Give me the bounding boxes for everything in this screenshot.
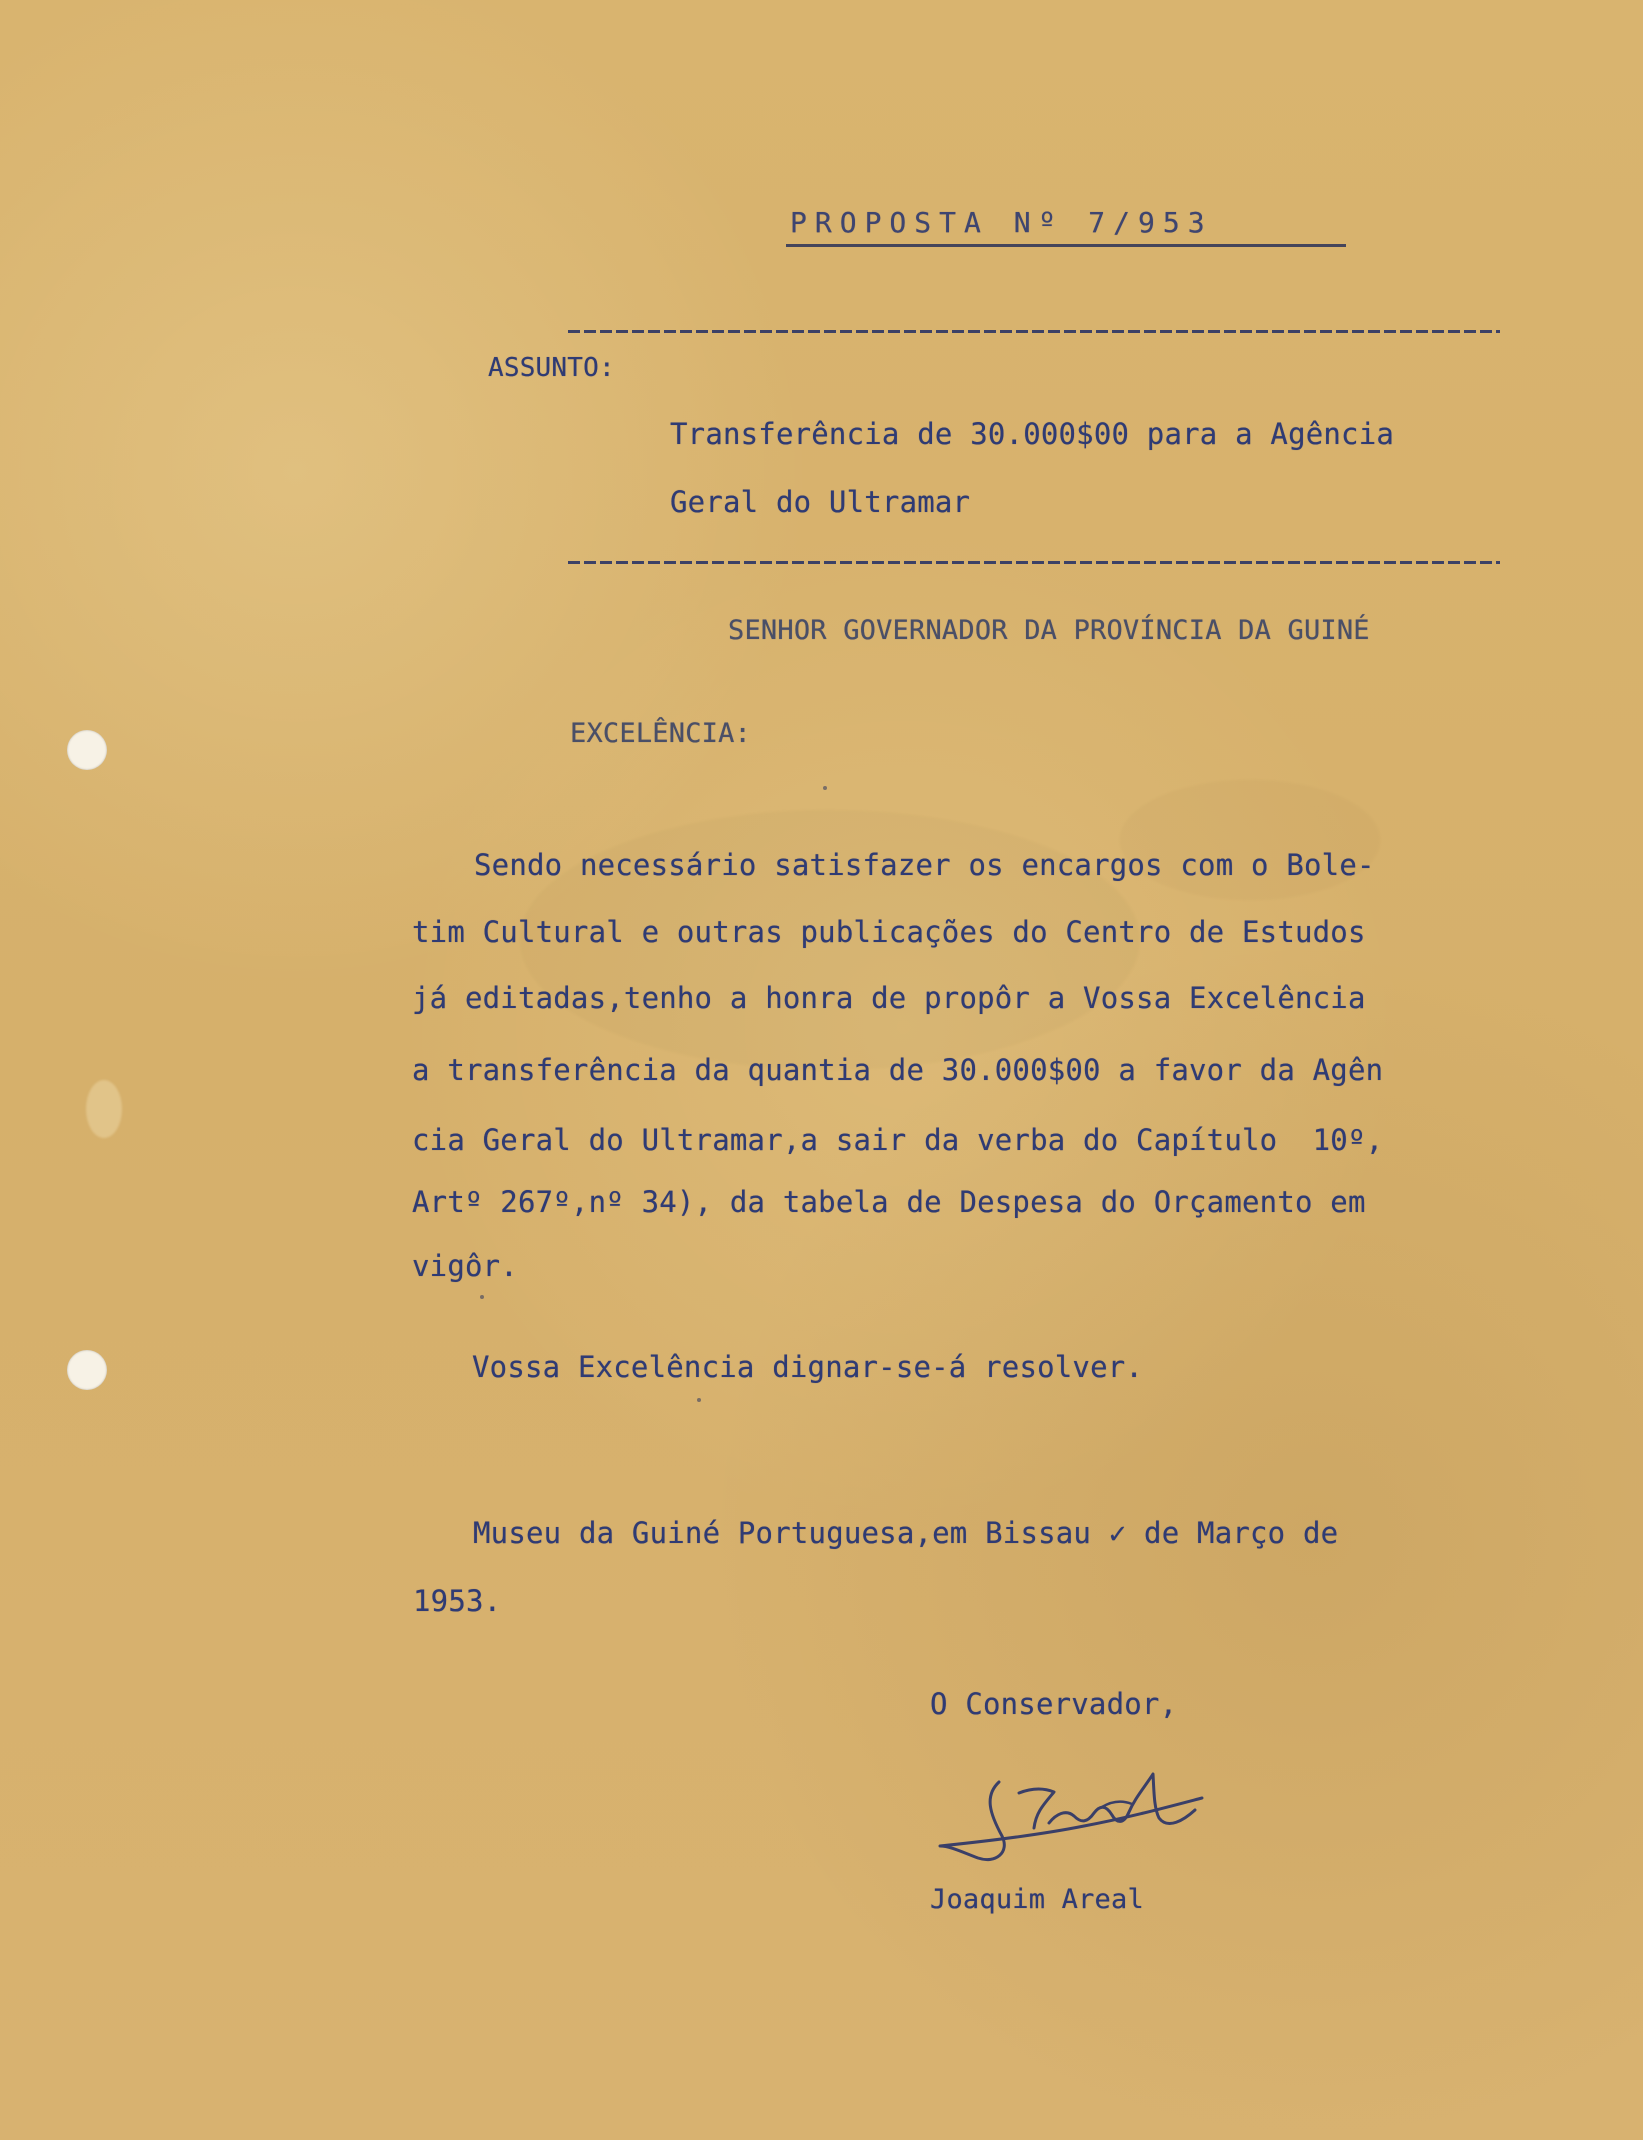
paper-stain (86, 1080, 122, 1138)
place-date-line-2: 1953. (413, 1584, 502, 1618)
subject-line-1: Transferência de 30.000$00 para a Agência (670, 417, 1395, 451)
ink-dot (697, 1398, 701, 1402)
place-date-line-1: Museu da Guiné Portuguesa,em Bissau ✓ de Março de (473, 1516, 1339, 1550)
signatory-role: O Conservador, (930, 1687, 1178, 1721)
signature-image (924, 1760, 1224, 1880)
body-line-2: tim Cultural e outras publicações do Centro de Estudos (412, 915, 1366, 949)
top-dashed-rule (568, 330, 1500, 333)
body-line-1: Sendo necessário satisfazer os encargos com o Bole- (474, 848, 1375, 882)
subject-line-2: Geral do Ultramar (670, 485, 971, 519)
body-line-3: já editadas,tenho a honra de propôr a Vossa Excelência (412, 981, 1366, 1015)
punch-hole-upper (67, 730, 107, 770)
body-line-6: Artº 267º,nº 34), da tabela de Despesa do Orçamento em (412, 1185, 1366, 1219)
body-line-7: vigôr. (412, 1249, 518, 1283)
signatory-name: Joaquim Areal (930, 1884, 1144, 1915)
ink-dot (823, 786, 827, 790)
title-underline (786, 244, 1346, 247)
paper-shadow (1120, 780, 1380, 900)
body-line-5: cia Geral do Ultramar,a sair da verba do Capítulo 10º, (412, 1123, 1384, 1157)
closing-line: Vossa Excelência dignar-se-á resolver. (472, 1350, 1144, 1384)
ink-dot (480, 1295, 484, 1299)
body-line-4: a transferência da quantia de 30.000$00 a favor da Agên (412, 1053, 1384, 1087)
subject-label: ASSUNTO: (488, 353, 615, 383)
document-title: PROPOSTA Nº 7/953 (790, 206, 1213, 239)
punch-hole-lower (67, 1350, 107, 1390)
salutation: EXCELÊNCIA: (570, 718, 752, 749)
addressee: SENHOR GOVERNADOR DA PROVÍNCIA DA GUINÉ (728, 615, 1370, 646)
bottom-dashed-rule (568, 561, 1500, 564)
